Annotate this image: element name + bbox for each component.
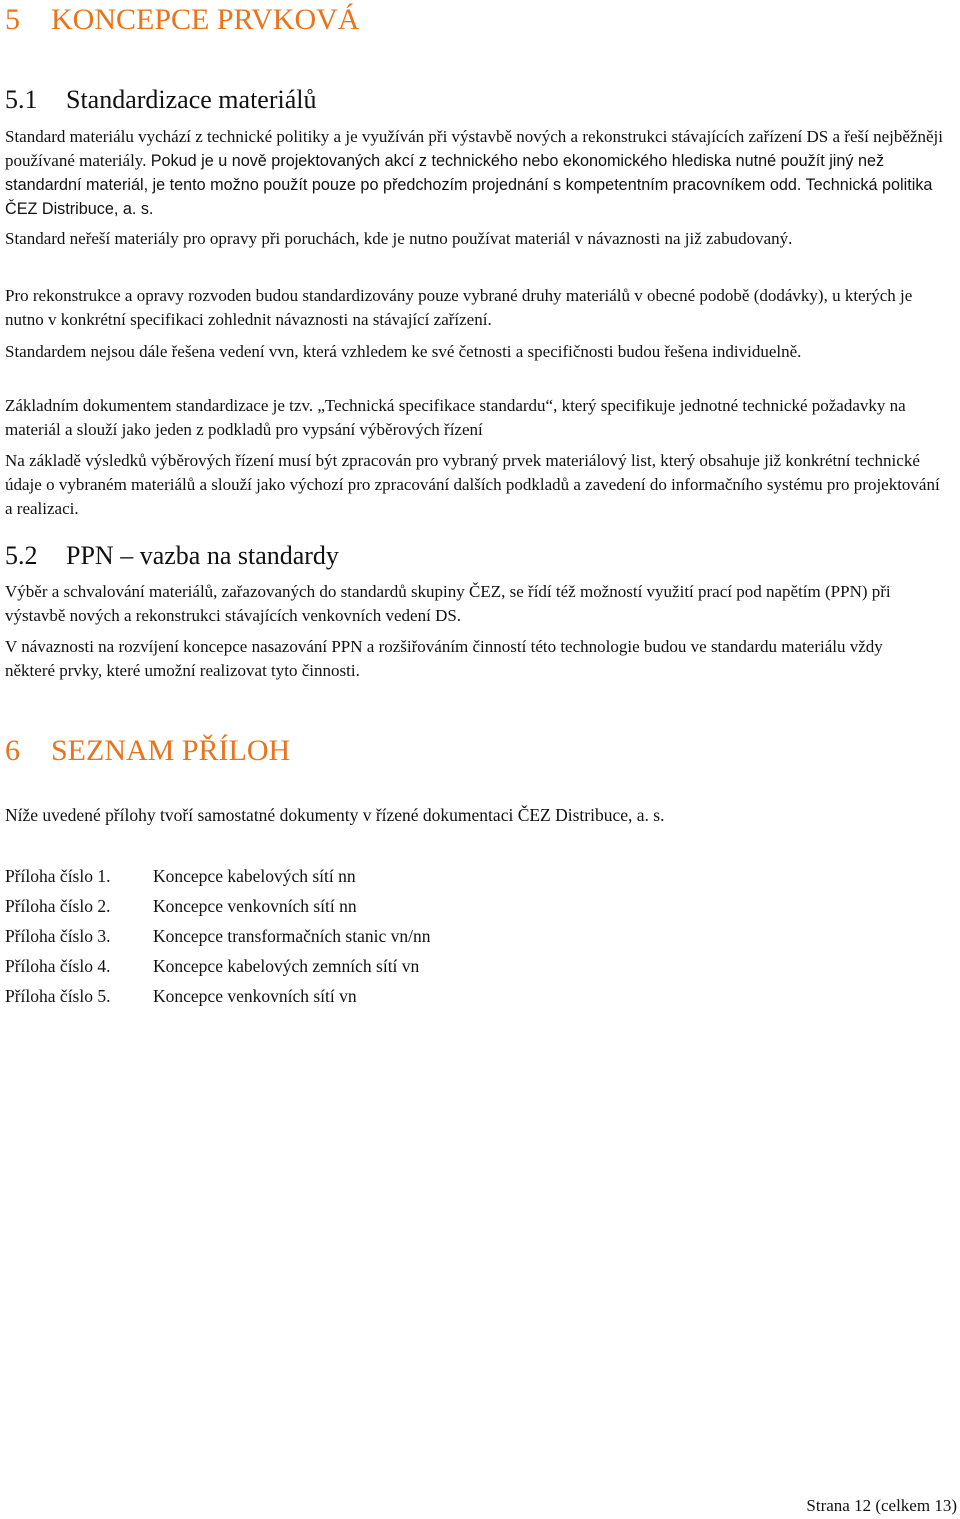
- paragraph-vvn-lines: Standardem nejsou dále řešena vedení vvn, která vzhledem ke své četnosti a specifičnosti budou řešena individuelně.: [5, 342, 802, 361]
- attachment-item: [5, 951, 430, 981]
- attachment-title: Koncepce kabelových zemních sítí vn: [153, 956, 420, 976]
- paragraph-ppn-concept: V návaznosti na rozvíjení koncepce nasazování PPN a rozšiřováním činností této technologie budou ve standardu materiálu vždy některé prvky, které umožní realizovat tyto činnosti.: [5, 637, 883, 680]
- attachment-label: Příloha číslo 1.: [5, 866, 111, 886]
- attachment-label: Příloha číslo 2.: [5, 896, 111, 916]
- heading-number: 5.1: [5, 85, 38, 114]
- paragraph-standard-intro: [5, 125, 945, 221]
- attachment-label: Příloha číslo 3.: [5, 926, 111, 946]
- attachment-item: [5, 891, 430, 921]
- heading-number: 5.2: [5, 541, 38, 570]
- heading-title: SEZNAM PŘÍLOH: [51, 734, 291, 767]
- paragraph-repairs: Standard neřeší materiály pro opravy při poruchách, kde je nutno používat materiál v návaznosti na již zabudovaný.: [5, 229, 793, 248]
- attachment-item: [5, 981, 430, 1011]
- attachment-item: [5, 921, 430, 951]
- attachment-item: [5, 861, 430, 891]
- paragraph-substations: Pro rekonstrukce a opravy rozvoden budou standardizovány pouze vybrané druhy materiálů v obecné podobě (dodávky), u kterých je nutno v konkrétní specifikaci zohlednit návaznosti na stávající zařízení.: [5, 286, 913, 329]
- heading-section-5: [5, 2, 359, 38]
- attachment-title: Koncepce kabelových sítí nn: [153, 866, 356, 886]
- heading-title: KONCEPCE PRVKOVÁ: [51, 3, 360, 36]
- heading-section-6: [5, 733, 290, 769]
- paragraph-material-list: Na základě výsledků výběrových řízení musí být zpracován pro vybraný prvek materiálový list, který obsahuje již konkrétní technické údaje o vybraném materiálů a slouží jako výchozí pro zpracování dalších podkladů a zavedení do informačního systému pro projektování a realizaci.: [5, 451, 940, 518]
- attachment-title: Koncepce transformačních stanic vn/nn: [153, 926, 431, 946]
- paragraph-technical-spec: Základním dokumentem standardizace je tzv. „Technická specifikace standardu“, který specifikuje jednotné technické požadavky na materiál a slouží jako jeden z podkladů pro vypsání výběrových řízení: [5, 396, 906, 439]
- page-footer: Strana 12 (celkem 13): [806, 1496, 957, 1515]
- heading-section-5-1: [5, 84, 316, 116]
- attachment-title: Koncepce venkovních sítí nn: [153, 896, 357, 916]
- paragraph-ppn-selection: Výběr a schvalování materiálů, zařazovaných do standardů skupiny ČEZ, se řídí též možností využití prací pod napětím (PPN) při výstavbě nových a rekonstrukci stávajících venkovních vedení DS.: [5, 582, 891, 625]
- attachment-label: Příloha číslo 5.: [5, 986, 111, 1006]
- attachment-list: [5, 861, 430, 1011]
- heading-number: 5: [5, 3, 20, 36]
- paragraph-attachments-intro: Níže uvedené přílohy tvoří samostatné dokumenty v řízené dokumentaci ČEZ Distribuce, a. s.: [5, 805, 665, 825]
- attachment-title: Koncepce venkovních sítí vn: [153, 986, 357, 1006]
- paragraph-serif-part: Standard materiálu vychází z technické politiky a je využíván při výstavbě nových a rekonstrukci stávajících zařízení DS a řeší nejběžněji používané materiály.: [5, 127, 943, 170]
- paragraph-sans-part: Pokud je u nově projektovaných akcí z technického nebo ekonomického hlediska nutné použít jiný než standardní materiál, je tento možno použít pouze po předchozím projednání s kompetentním pracovníkem odd. Technická politika ČEZ Distribuce, a. s.: [5, 152, 933, 218]
- heading-number: 6: [5, 734, 20, 767]
- attachment-label: Příloha číslo 4.: [5, 956, 111, 976]
- heading-section-5-2: [5, 540, 339, 572]
- heading-title: Standardizace materiálů: [66, 85, 317, 114]
- heading-title: PPN – vazba na standardy: [66, 541, 339, 570]
